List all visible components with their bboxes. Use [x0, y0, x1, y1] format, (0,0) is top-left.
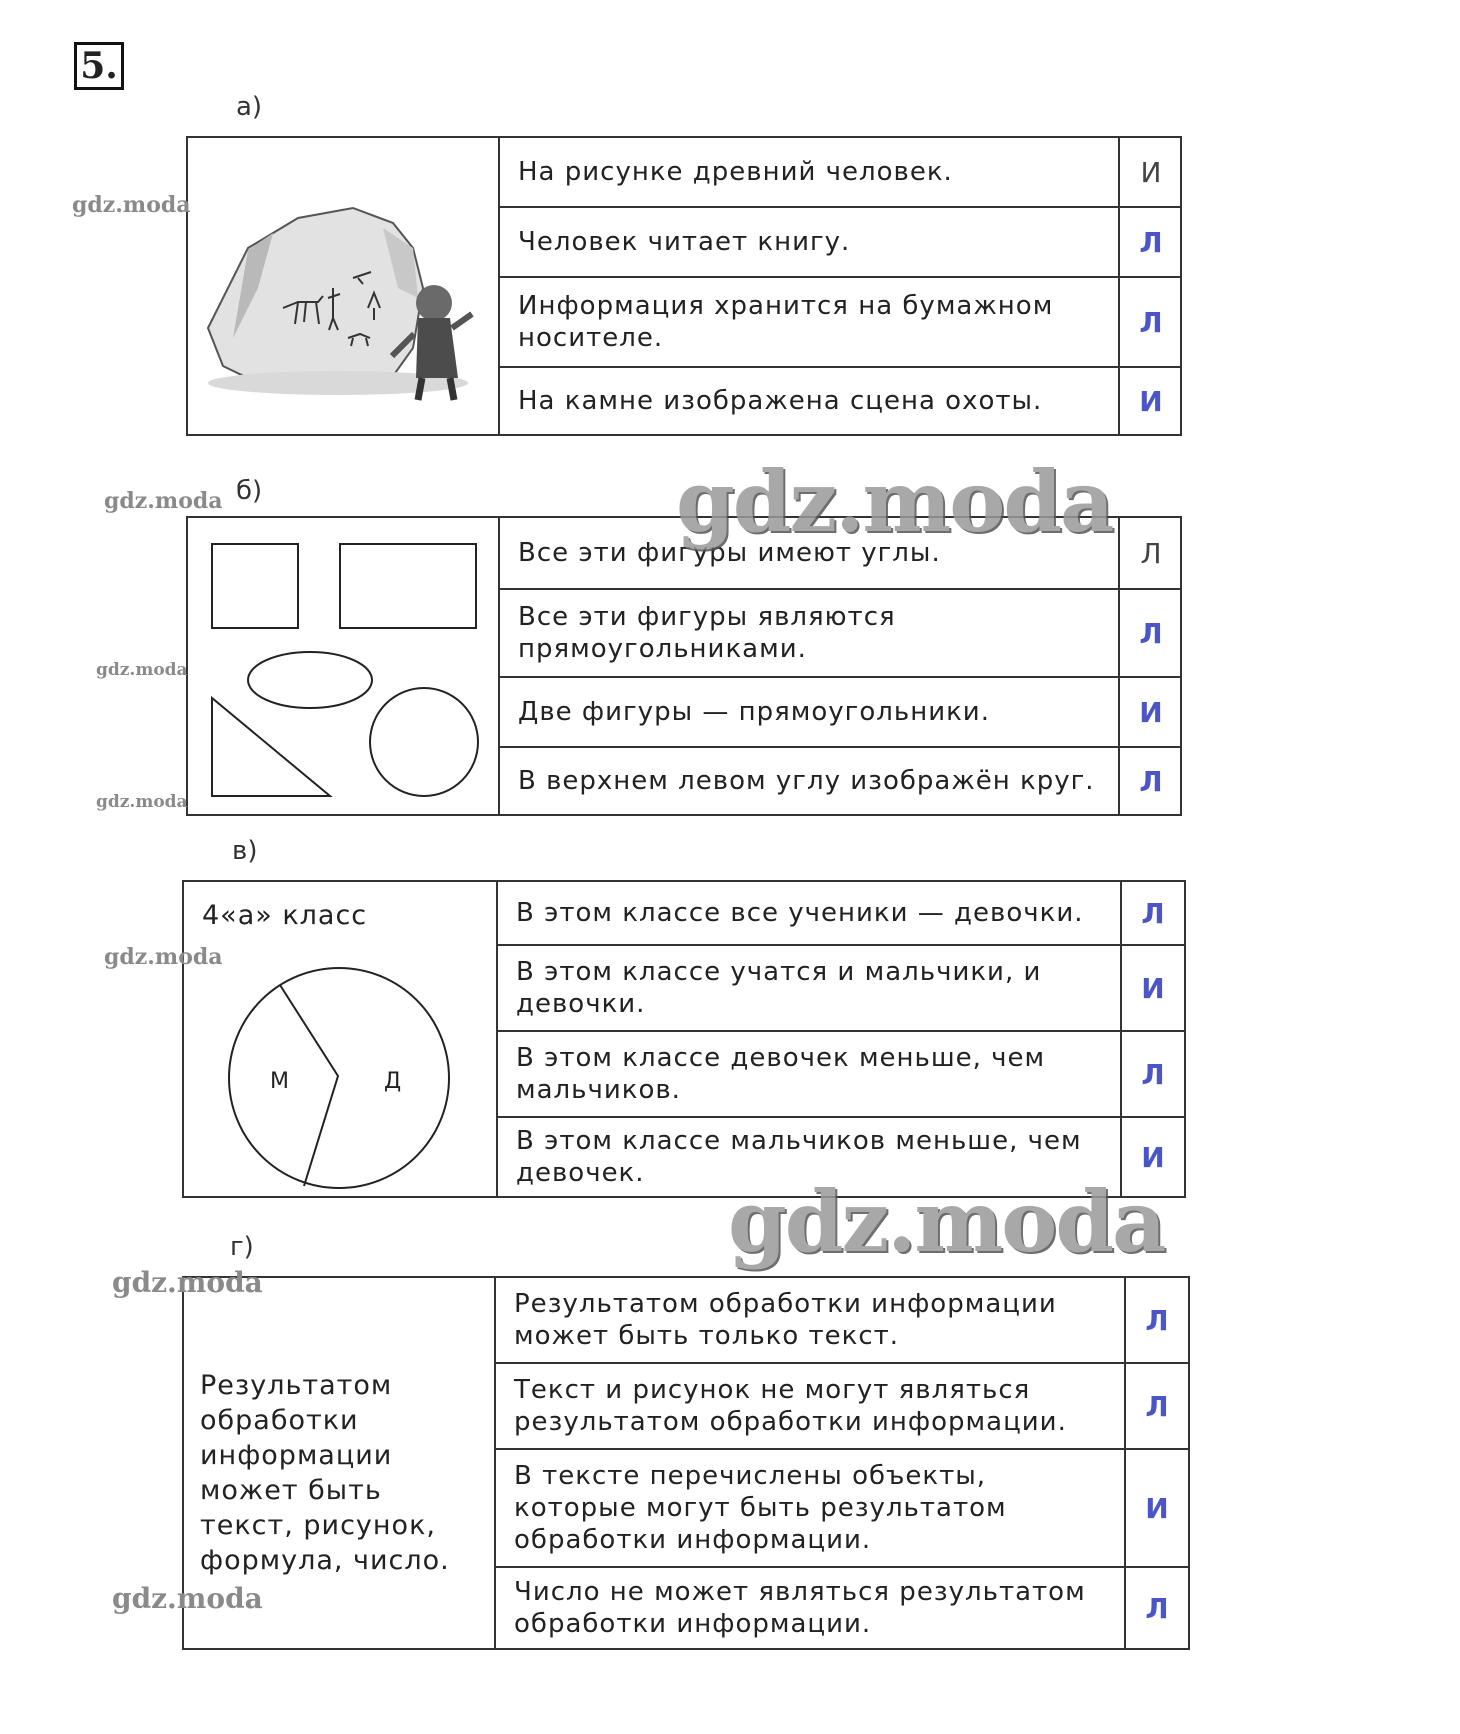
task-b-table — [186, 516, 1182, 816]
pie-label-girls: Д — [384, 1069, 403, 1094]
pie-label-boys: М — [270, 1069, 290, 1094]
statement-c4: В этом классе мальчиков меньше, чем девочек. — [498, 1118, 1122, 1196]
statement-d1: Результатом обработки информации может быть только текст. — [496, 1278, 1126, 1364]
geometric-shapes-drawing — [188, 518, 498, 814]
statement-b1: Все эти фигуры имеют углы. — [500, 518, 1120, 590]
watermark-5: gdz.moda — [104, 944, 223, 970]
triangle-shape — [212, 698, 330, 796]
class-pie-illustration — [184, 882, 498, 1196]
answer-b4: Л — [1139, 764, 1163, 798]
rectangle-shape — [340, 544, 476, 628]
answer-c1: Л — [1122, 882, 1184, 946]
watermark-3: gdz.moda — [96, 660, 188, 680]
answer-a3: Л — [1120, 278, 1182, 368]
watermark-big-2: gdz.moda — [728, 1172, 1165, 1271]
info-text: Результатом обработки информации может быть текст, рисунок, формула, число. — [200, 1370, 450, 1576]
answer-d1: Л — [1126, 1278, 1188, 1364]
statement-d3: В тексте перечислены объекты, которые могут быть результатом обработки информации. — [496, 1450, 1126, 1568]
statement-c2: В этом классе учатся и мальчики, и девочки. — [498, 946, 1122, 1032]
shapes-illustration — [188, 518, 500, 814]
answer-b3: И — [1120, 678, 1182, 748]
task-a-table — [186, 136, 1182, 436]
answer-a2: Л — [1120, 208, 1182, 278]
answer-d4: Л — [1145, 1591, 1169, 1625]
watermark-6: gdz.moda — [112, 1266, 263, 1299]
answer-c2: И — [1122, 946, 1184, 1032]
section-c-label: в) — [232, 836, 258, 866]
watermark-7: gdz.moda — [112, 1582, 263, 1615]
class-title: 4«а» класс — [202, 900, 368, 931]
statement-d2: Текст и рисунок не могут являться результатом обработки информации. — [496, 1364, 1126, 1450]
statement-a2: Человек читает книгу. — [500, 208, 1120, 278]
statement-b2: Все эти фигуры являются прямоугольниками. — [500, 590, 1120, 678]
statement-a4: На камне изображена сцена охоты. — [500, 368, 1120, 434]
answer-a1: И — [1120, 138, 1182, 208]
cave-rock-drawing — [188, 138, 498, 434]
answer-b2: Л — [1120, 590, 1182, 678]
task-d-table — [182, 1276, 1190, 1650]
statement-c1: В этом классе все ученики — девочки. — [498, 882, 1122, 946]
watermark-big-1: gdz.moda — [676, 452, 1113, 551]
task-c-table — [182, 880, 1186, 1198]
statement-c3: В этом классе девочек меньше, чем мальчиков. — [498, 1032, 1122, 1118]
section-b-label: б) — [236, 476, 263, 506]
statement-a1: На рисунке древний человек. — [500, 138, 1120, 208]
answer-a4: И — [1139, 384, 1163, 418]
class-pie-chart — [184, 882, 496, 1194]
answer-d2: Л — [1126, 1364, 1188, 1450]
section-d-label: г) — [230, 1232, 254, 1262]
watermark-1: gdz.moda — [72, 192, 191, 218]
exercise-number: 5. — [74, 42, 124, 90]
statement-a3: Информация хранится на бумажном носителе. — [500, 278, 1120, 368]
answer-c4: И — [1141, 1140, 1165, 1174]
answer-c3: Л — [1122, 1032, 1184, 1118]
statement-d4: Число не может являться результатом обработки информации. — [496, 1568, 1126, 1648]
watermark-2: gdz.moda — [104, 488, 223, 514]
section-a-label: а) — [236, 92, 263, 122]
answer-d3: И — [1126, 1450, 1188, 1568]
caveman-illustration — [188, 138, 500, 434]
square-shape — [212, 544, 298, 628]
statement-b3: Две фигуры — прямоугольники. — [500, 678, 1120, 748]
statement-b4: В верхнем левом углу изображён круг. — [500, 748, 1120, 814]
ellipse-shape — [248, 652, 372, 708]
watermark-4: gdz.moda — [96, 792, 188, 812]
answer-b1: Л — [1120, 518, 1182, 590]
circle-shape — [370, 688, 478, 796]
